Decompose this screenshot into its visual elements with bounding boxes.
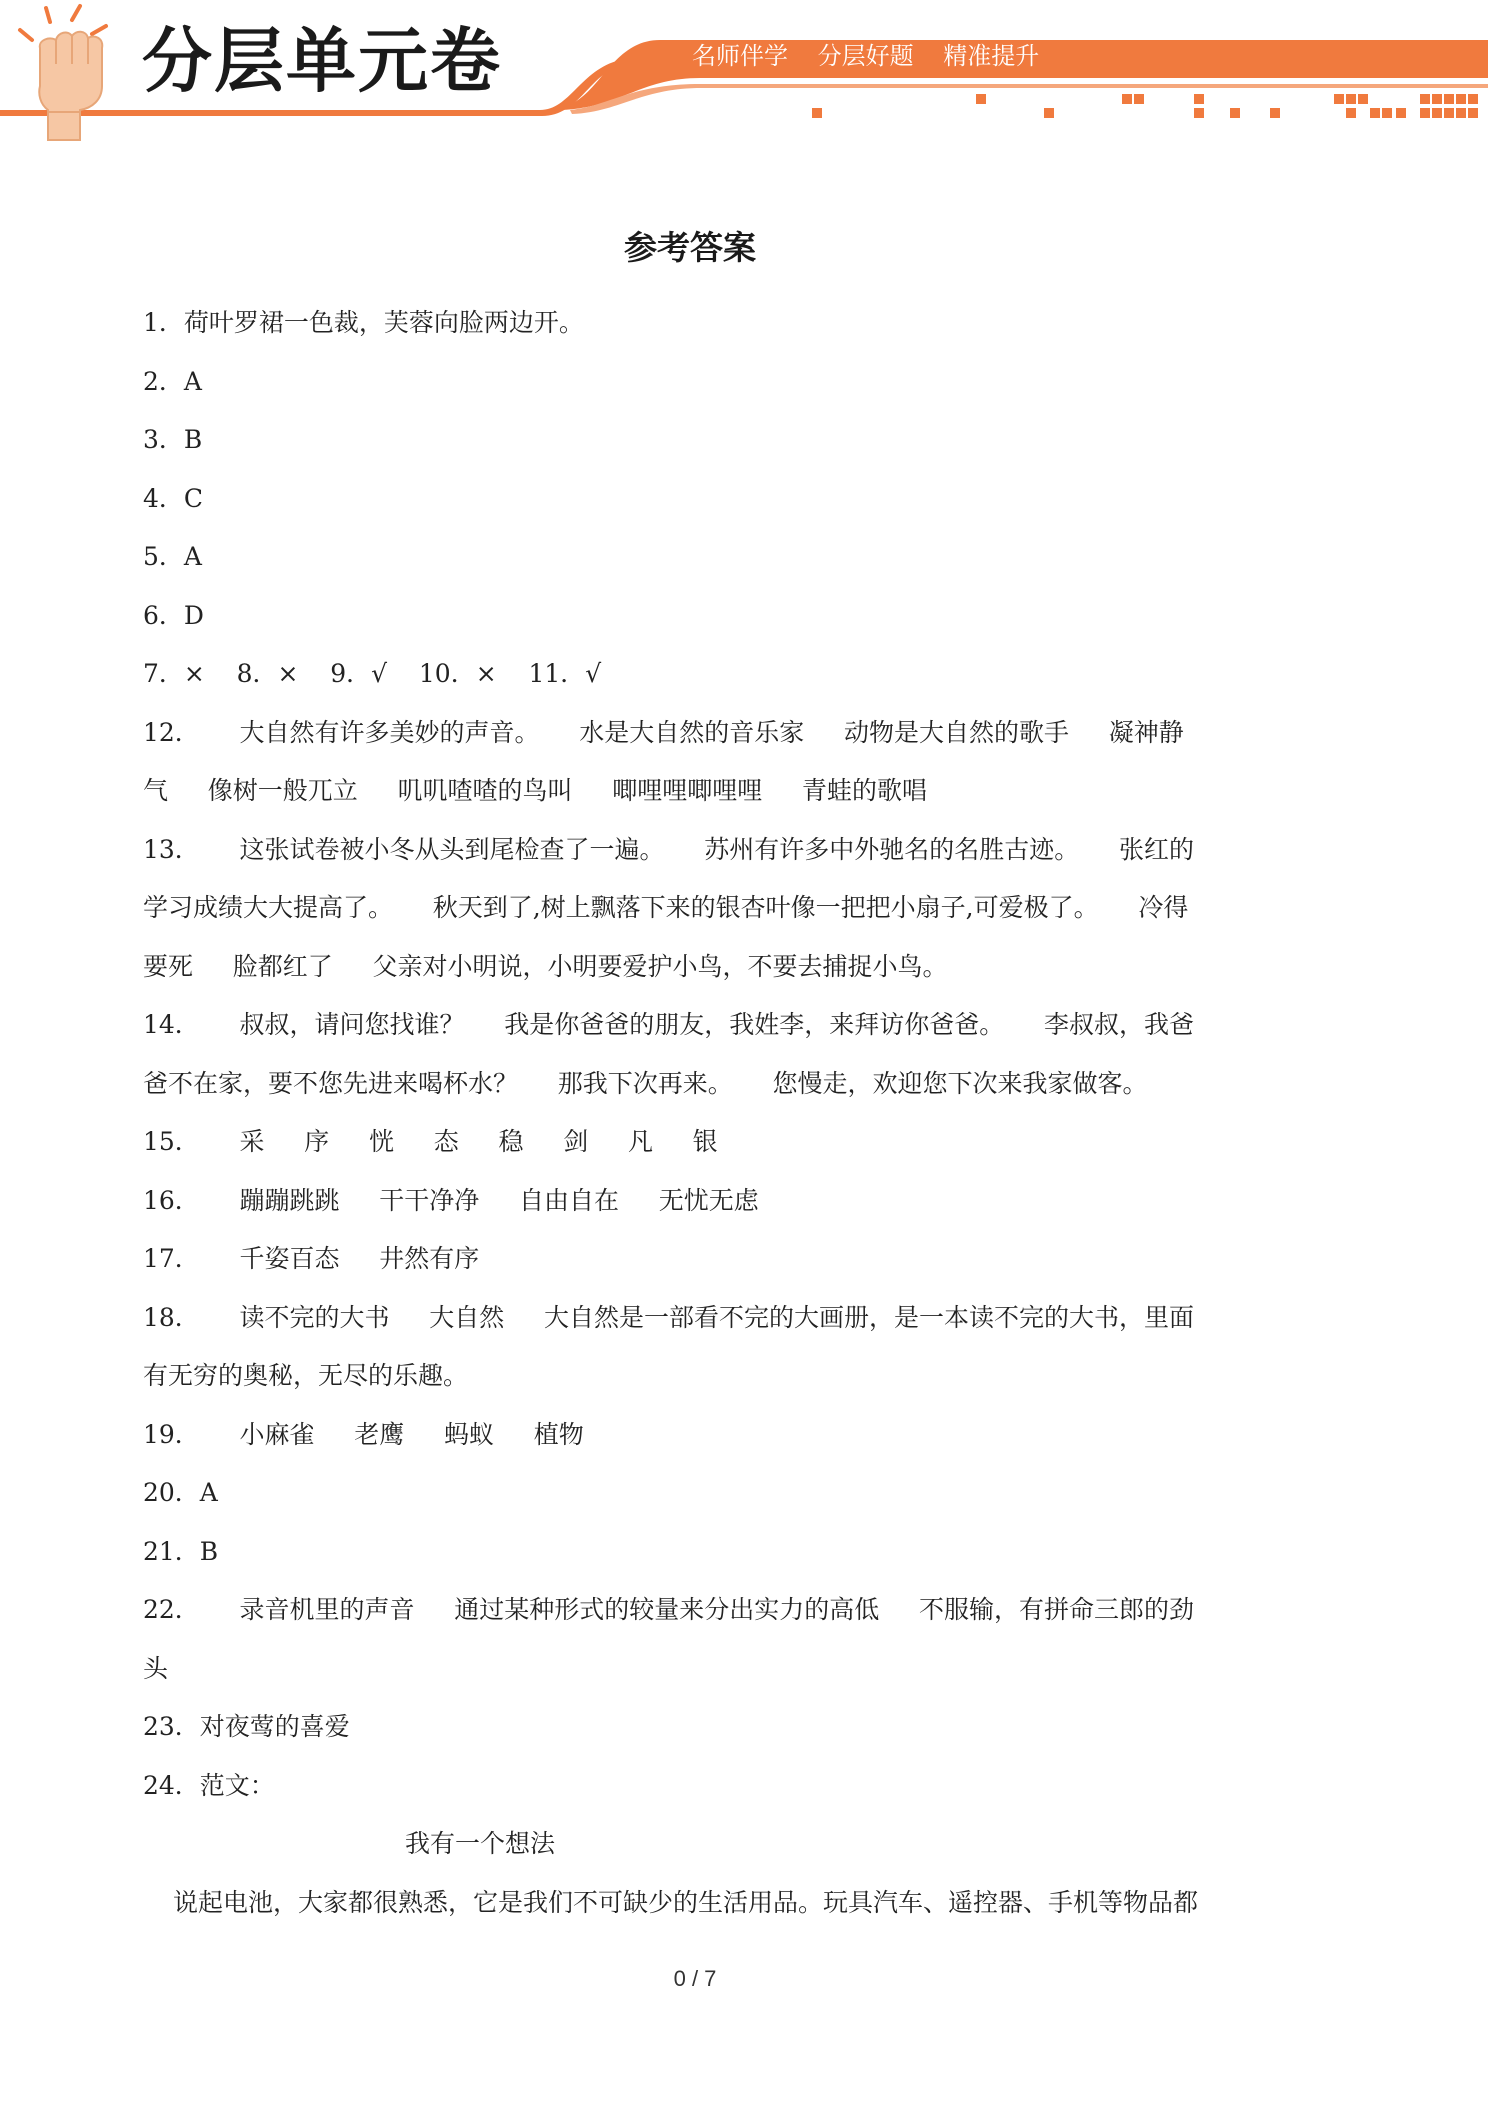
answer-line: 12． 大自然有许多美妙的声音。 水是大自然的音乐家 动物是大自然的歌手 凝神静 [143,717,1184,747]
answer-line: 20．A [143,1478,218,1507]
slogan-2: 分层好题 [817,42,914,70]
brand-title: 分层单元卷 [142,20,502,102]
fist-icon [10,0,130,150]
answer-line: 7．× 8．× 9．√ 10．× 11．√ [143,659,602,688]
header-slogan [692,44,1061,68]
answer-line: 24．范文： [143,1770,275,1800]
page-title: 参考答案 [624,228,756,267]
answer-line: 21．B [143,1536,219,1566]
answer-line: 23．对夜莺的喜爱 [143,1712,350,1741]
answer-line: 1．荷叶罗裙一色裁，芙蓉向脸两边开。 [143,308,584,337]
essay-title: 我有一个想法 [405,1829,556,1858]
slogan-3: 精准提升 [943,42,1040,70]
answer-line: 爸不在家，要不您先进来喝杯水？ 那我下次再来。 您慢走，欢迎您下次来我家做客。 [143,1068,1148,1098]
answer-line: 学习成绩大大提高了。 秋天到了,树上飘落下来的银杏叶像一把把小扇子,可爱极了。 冷得 [143,893,1189,922]
answer-line: 18． 读不完的大书 大自然 大自然是一部看不完的大画册，是一本读不完的大书，里面 [143,1302,1195,1332]
answer-line: 17． 千姿百态 井然有序 [143,1244,480,1273]
answer-line: 19． 小麻雀 老鹰 蚂蚁 植物 [143,1419,584,1449]
answer-line: 15． 采 序 恍 态 稳 剑 凡 银 [143,1127,718,1156]
answer-line: 22． 录音机里的声音 通过某种形式的较量来分出实力的高低 不服输，有拼命三郎的劲 [143,1595,1195,1624]
answer-line: 头 [143,1653,169,1683]
answer-line: 3．B [143,425,203,454]
page-header [0,0,1488,150]
answer-line: 要死 脸都红了 父亲对小明说，小明要爱护小鸟，不要去捕捉小鸟。 [143,951,948,981]
answer-list [143,294,1238,1932]
essay-paragraph: 说起电池，大家都很熟悉，它是我们不可缺少的生活用品。玩具汽车、遥控器、手机等物品都 [173,1887,1199,1917]
answer-line: 4．C [143,483,204,513]
page-indicator: 0 / 7 [673,1966,717,1991]
answer-line: 2．A [143,366,202,396]
answer-line: 13． 这张试卷被小冬从头到尾检查了一遍。 苏州有许多中外驰名的名胜古迹。 张红的 [143,834,1195,864]
answer-line: 6．D [143,600,204,630]
answer-line: 14． 叔叔，请问您找谁？ 我是你爸爸的朋友，我姓李，来拜访你爸爸。 李叔叔，我爸 [143,1010,1195,1039]
answer-line: 5．A [143,542,202,571]
slogan-1: 名师伴学 [692,42,788,70]
answer-line: 有无穷的奥秘，无尽的乐趣。 [143,1361,469,1390]
answer-line: 16． 蹦蹦跳跳 干干净净 自由自在 无忧无虑 [143,1185,759,1215]
answer-line: 气 像树一般兀立 叽叽喳喳的鸟叫 唧哩哩唧哩哩 青蛙的歌唱 [143,776,927,805]
